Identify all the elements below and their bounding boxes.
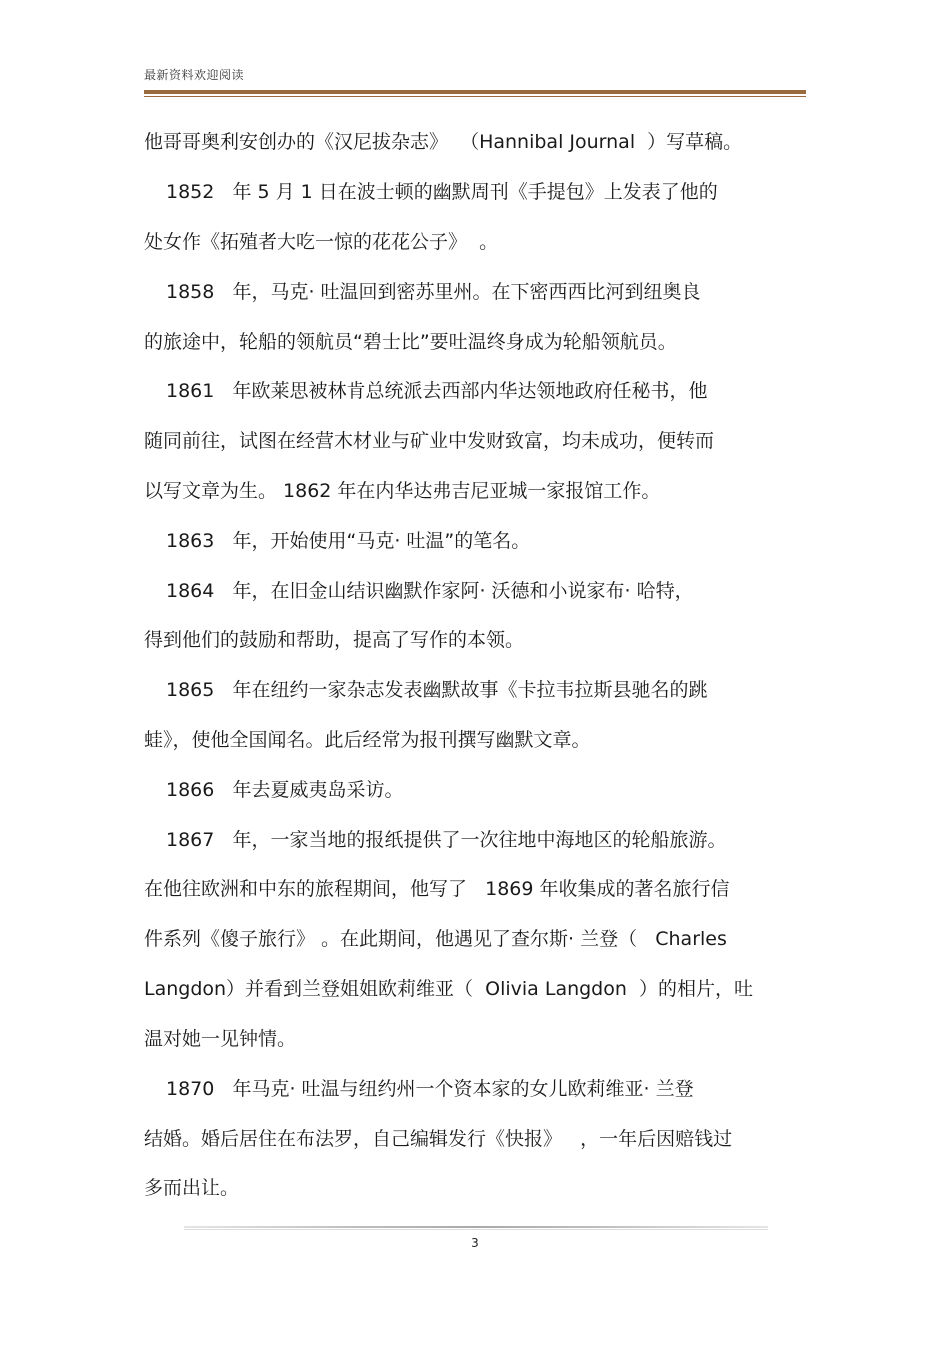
body-line: 1852 年 5 月 1 日在波士顿的幽默周刊《手提包》上发表了他的: [166, 181, 718, 203]
body-line: 1861 年欧莱思被林肯总统派去西部内华达领地政府任秘书，他: [166, 380, 708, 402]
body-line: 1870 年马克· 吐温与纽约州一个资本家的女儿欧莉维亚· 兰登: [166, 1078, 694, 1100]
page-number: 3: [471, 1236, 479, 1250]
body-line: 1866 年去夏威夷岛采访。: [166, 779, 404, 801]
body-line: 以写文章为生。 1862 年在内华达弗吉尼亚城一家报馆工作。: [144, 480, 661, 502]
body-line: 件系列《傻子旅行》 。在此期间，他遇见了查尔斯· 兰登（ Charles: [144, 928, 727, 950]
header-rule-thin: [144, 96, 806, 97]
body-line: 1867 年，一家当地的报纸提供了一次往地中海地区的轮船旅游。: [166, 829, 727, 851]
body-line: 1858 年，马克· 吐温回到密苏里州。在下密西西比河到纽奥良: [166, 281, 701, 303]
body-line: 得到他们的鼓励和帮助，提高了写作的本领。: [144, 629, 525, 651]
body-line: Langdon）并看到兰登姐姐欧莉维亚（ Olivia Langdon ）的相片，吐: [144, 978, 753, 1000]
body-line: 在他往欧洲和中东的旅程期间，他写了 1869 年收集成的著名旅行信: [144, 878, 730, 900]
header-text: 最新资料欢迎阅读: [144, 68, 245, 82]
footer-rule-thin: [184, 1229, 768, 1230]
body-line: 多而出让。: [144, 1177, 240, 1199]
body-line: 结婚。婚后居住在布法罗，自己编辑发行《快报》 ，一年后因赔钱过: [144, 1128, 733, 1150]
header-rule: [144, 90, 806, 94]
body-line: 他哥哥奥利安创办的《汉尼拔杂志》 （Hannibal Journal ）写草稿。: [144, 131, 743, 153]
body-line: 的旅途中，轮船的领航员“碧士比”要吐温终身成为轮船领航员。: [144, 331, 677, 353]
body-line: 1864 年，在旧金山结识幽默作家阿· 沃德和小说家布· 哈特，: [166, 580, 694, 602]
body-line: 温对她一见钟情。: [144, 1028, 297, 1050]
body-line: 处女作《拓殖者大吃一惊的花花公子》 。: [144, 231, 499, 253]
body-line: 1863 年，开始使用“马克· 吐温”的笔名。: [166, 530, 531, 552]
footer-rule: [184, 1226, 768, 1228]
body-line: 1865 年在纽约一家杂志发表幽默故事《卡拉韦拉斯县驰名的跳: [166, 679, 708, 701]
body-line: 随同前往，试图在经营木材业与矿业中发财致富，均未成功，便转而: [144, 430, 715, 452]
body-line: 蛙》，使他全国闻名。此后经常为报刊撰写幽默文章。: [144, 729, 591, 751]
